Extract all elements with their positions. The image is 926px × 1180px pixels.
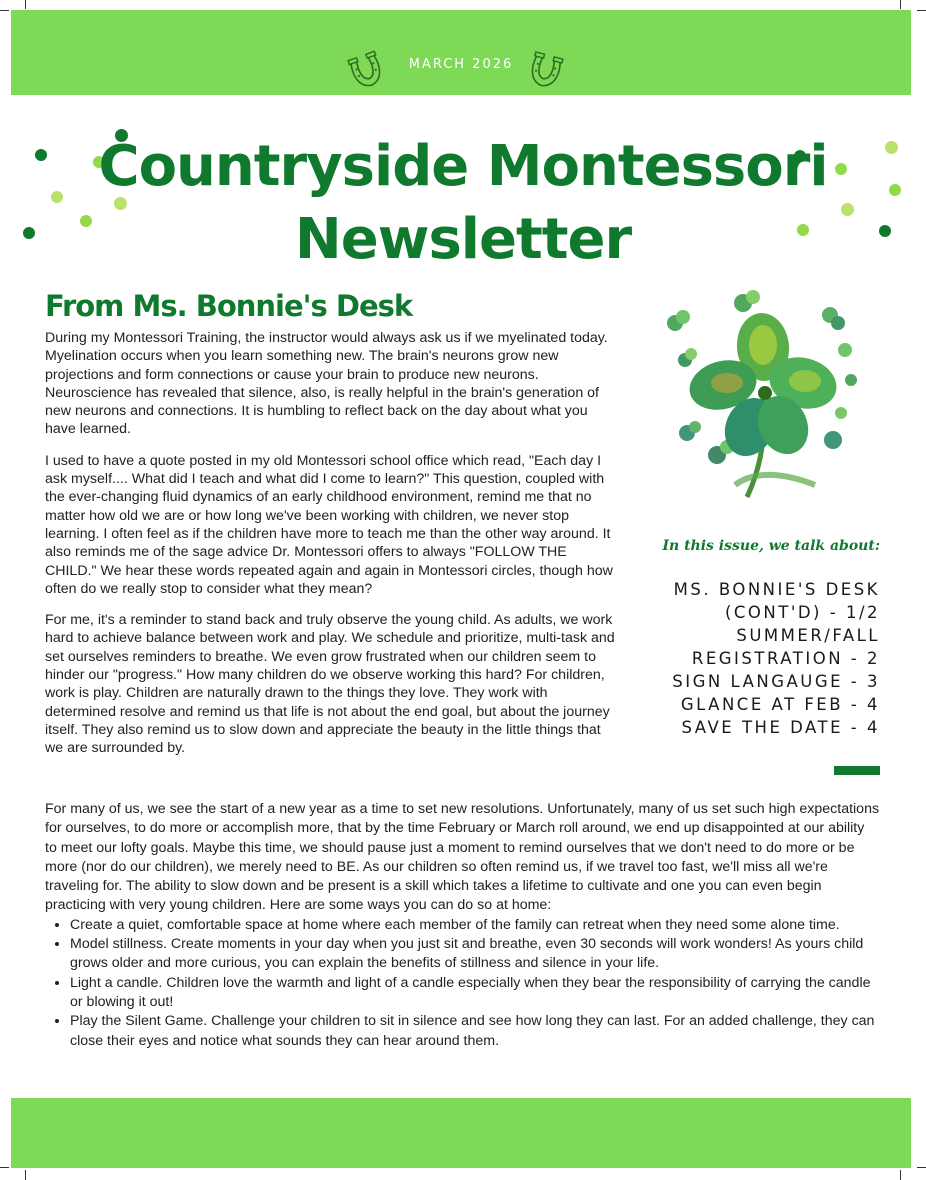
article-paragraph: During my Montessori Training, the instructor would always ask us if we myelinated today. Myelination occurs when you learn something new. The brain's neurons grow new projections and form connections or cause your brain to produce new neurons. Neuroscience has revealed that silence, also, is really helpful in the brain's generation of new neurons and connections. It is humbling to reflect back on the day about what you have learned. xyxy=(45,330,608,438)
newsletter-title-line1: Countryside Montessori xyxy=(98,134,828,199)
newsletter-title-line2: Newsletter xyxy=(294,207,632,272)
crop-mark-bottom-right xyxy=(900,1170,901,1180)
toc-line: MS. BONNIE'S DESK xyxy=(673,580,880,599)
toc-line: REGISTRATION - 2 xyxy=(691,649,880,668)
tips-list xyxy=(45,916,880,1051)
article-continued xyxy=(45,800,880,1051)
footer-band xyxy=(11,1098,911,1168)
issue-date: MARCH 2026 xyxy=(408,57,514,72)
list-item: • Create a quiet, comfortable space at home where each member of the family can retreat when they need some alone time. xyxy=(70,916,880,935)
crop-mark-top-left xyxy=(25,0,26,9)
sidebar-heading: In this issue, we talk about: xyxy=(662,538,880,554)
section-heading: From Ms. Bonnie's Desk xyxy=(45,289,413,323)
list-item: • Play the Silent Game. Challenge your children to sit in silence and see how long they can last. For an added challenge, they can close their eyes and notice what sounds they can hear around them. xyxy=(70,1012,880,1051)
toc-line: (CONT'D) - 1/2 xyxy=(724,603,880,622)
header-band xyxy=(11,10,911,95)
horseshoe-icon xyxy=(524,50,566,94)
toc-line: SIGN LANGAUGE - 3 xyxy=(672,672,880,691)
crop-mark-left-top xyxy=(0,10,9,11)
crop-mark-left-bottom xyxy=(0,1167,9,1168)
article-paragraph: For me, it's a reminder to stand back and truly observe the young child. As adults, we work hard to achieve balance between work and play. We schedule and prioritize, multi-task and set ourselves reminders to breathe. We even grow frustrated when our children seem to hinder our "progress." How many children do we observe working this hard? For children, work is play. Children are naturally drawn to the things they love. They work with determined resolve and remind us that life is not about the end goal, but about the journey itself. They also remind us to slow down and appreciate the beauty in the little things that we are surrounded by. xyxy=(45,612,615,757)
crop-mark-right-bottom xyxy=(917,1167,926,1168)
list-item: • Model stillness. Create moments in your day when you just sit and breathe, even 30 seconds will work wonders! As yours child grows older and more curious, you can explain the benefits of stillness and silence in your life. xyxy=(70,935,880,974)
article-paragraph: I used to have a quote posted in my old Montessori school office which read, "Each day I ask myself.... What did I teach and what did I come to learn?" This question, coupled with the ever-changing fluid dynamics of an early childhood environment, remind me that no matter how old we are or how long we've been working with children, we never stop learning. I often feel as if the children have more to teach me than the other way around. It also reminds me of the sage advice Dr. Montessori offers to always "FOLLOW THE CHILD." We hear these words repeated again and again in Montessori circles, though how often do we really stop to consider what they mean? xyxy=(45,452,613,597)
article-paragraph: For many of us, we see the start of a new year as a time to set new resolutions. Unfortunately, many of us set such high expectations for ourselves, to do more or accomplish more, that by the time February or March roll around, we end up disappointed at our ability to meet our lofty goals. Maybe this time, we should pause just a moment to remind ourselves that we don't need to do more or be more (nor do our children), we merely need to BE. As our children so often remind us, if we travel too fast, we'll miss all we're traveling for. The ability to slow down and be present is a skill which takes a lifetime to cultivate and one you can even begin practicing with very young children. Here are some ways you can do so at home: xyxy=(45,801,880,914)
article-column xyxy=(45,329,617,771)
crop-mark-right-top xyxy=(917,10,926,11)
toc-line: SUMMER/FALL xyxy=(736,626,880,645)
table-of-contents xyxy=(630,578,880,739)
shamrock-illustration xyxy=(655,285,865,505)
list-item: • Light a candle. Children love the warmth and light of a candle especially when they bear the responsibility of carrying the candle or blowing it out! xyxy=(70,974,880,1013)
crop-mark-top-right xyxy=(900,0,901,9)
sidebar-divider xyxy=(834,766,880,775)
toc-line: SAVE THE DATE - 4 xyxy=(681,718,880,737)
crop-mark-bottom-left xyxy=(25,1170,26,1180)
toc-line: GLANCE AT FEB - 4 xyxy=(680,695,880,714)
